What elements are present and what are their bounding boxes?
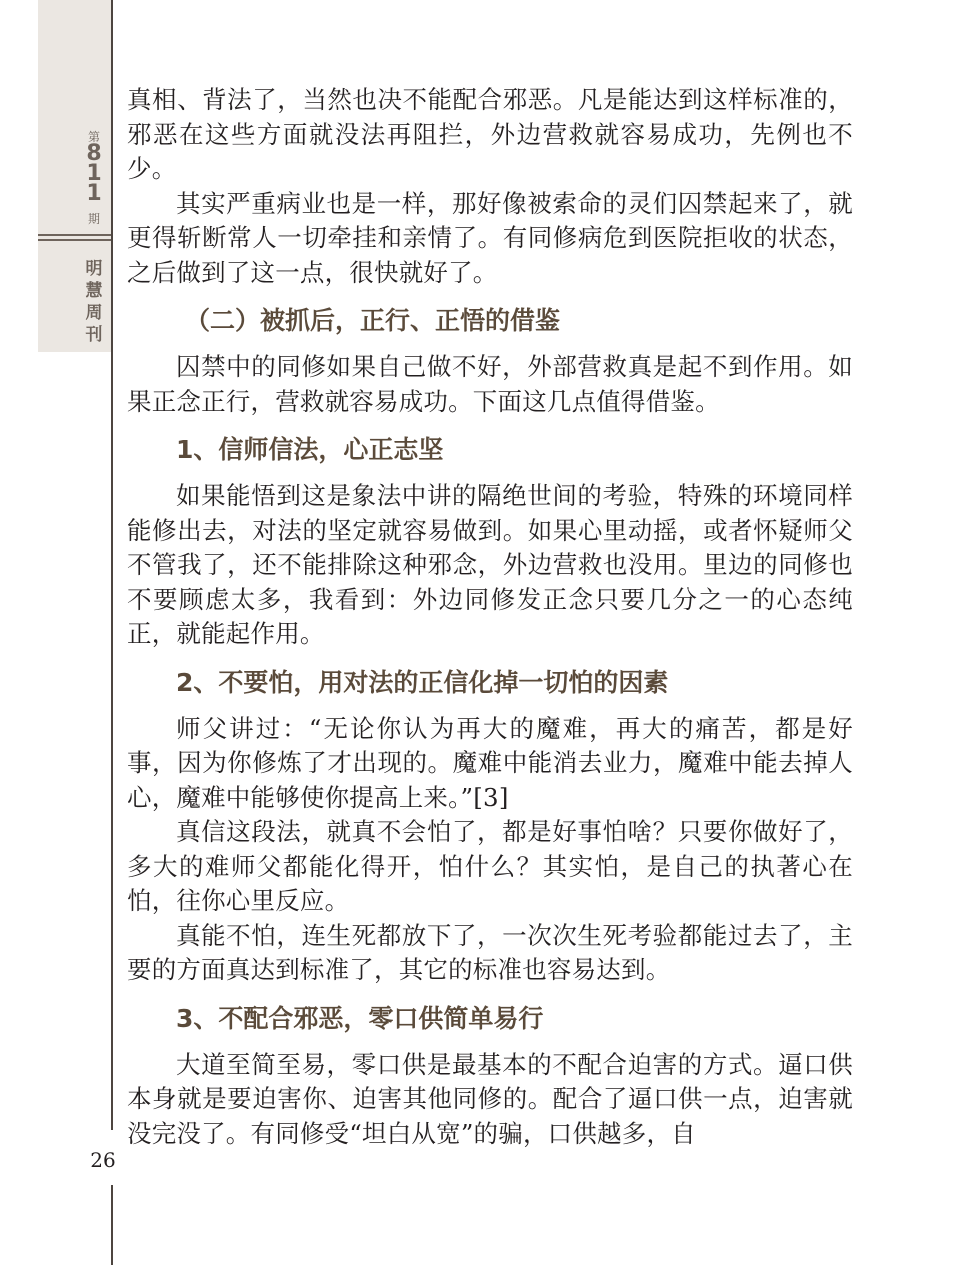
issue-digit: 1 <box>86 181 102 206</box>
issue-digit: 1 <box>86 161 102 186</box>
paragraph: 真能不怕，连生死都放下了，一次次生死考验都能过去了，主要的方面真达到标准了，其它的标准也容易达到。 <box>127 920 853 984</box>
paragraph: 真相、背法了，当然也决不能配合邪恶。凡是能达到这样标准的，邪恶在这些方面就没法再阻拦，外边营救就容易成功，先例也不少。 <box>127 85 853 183</box>
issue-prefix: 第 <box>87 130 100 144</box>
subsection-heading: 1、信师信法，心正志坚 <box>176 435 444 464</box>
issue-digit: 8 <box>86 141 102 166</box>
sidebar-divider-top <box>38 234 112 236</box>
paragraph: 师父讲过：“无论你认为再大的魔难，再大的痛苦，都是好事，因为你修炼了才出现的。魔难中能消去业力，魔难中能去掉人心，魔难中能够使你提高上来。”[3] <box>127 713 853 812</box>
page-number: 26 <box>90 1148 116 1172</box>
article-body <box>127 83 853 1151</box>
magazine-char: 慧 <box>85 281 103 301</box>
magazine-name <box>76 258 112 346</box>
issue-number <box>76 141 112 206</box>
sidebar-divider-bottom <box>38 239 112 241</box>
magazine-char: 明 <box>85 259 103 279</box>
margin-rule <box>111 0 113 1265</box>
magazine-char: 周 <box>85 303 103 323</box>
subsection-heading: 2、不要怕，用对法的正信化掉一切怕的因素 <box>176 667 669 697</box>
paragraph: 囚禁中的同修如果自己做不好，外部营救真是起不到作用。如果正念正行，营救就容易成功。下面这几点值得借鉴。 <box>127 352 853 416</box>
issue-suffix: 期 <box>87 212 100 226</box>
paragraph: 大道至简至易，零口供是最基本的不配合迫害的方式。逼口供本身就是要迫害你、迫害其他同修的。配合了逼口供一点，迫害就没完没了。有同修受“坦白从宽”的骗，口供越多，自 <box>127 1049 853 1148</box>
paragraph: 其实严重病业也是一样，那好像被索命的灵们囚禁起来了，就更得斩断常人一切牵挂和亲情了。有同修病危到医院拒收的状态，之后做到了这一点，很快就好了。 <box>127 188 853 287</box>
paragraph: 如果能悟到这是象法中讲的隔绝世间的考验，特殊的环境同样能修出去，对法的坚定就容易做到。如果心里动摇，或者怀疑师父不管我了，还不能排除这种邪念，外边营救也没用。里边的同修也不要顾虑太多，我看到：外边同修发正念只要几分之一的心态纯正，就能起作用。 <box>127 481 853 648</box>
section-heading: （二）被抓后，正行、正悟的借鉴 <box>185 306 561 335</box>
magazine-char: 刊 <box>85 325 103 345</box>
subsection-heading: 3、不配合邪恶，零口供简单易行 <box>176 1003 544 1033</box>
paragraph: 真信这段法，就真不会怕了，都是好事怕啥？只要你做好了，多大的难师父都能化得开，怕什么？其实怕，是自己的执著心在怕，往你心里反应。 <box>127 817 853 915</box>
